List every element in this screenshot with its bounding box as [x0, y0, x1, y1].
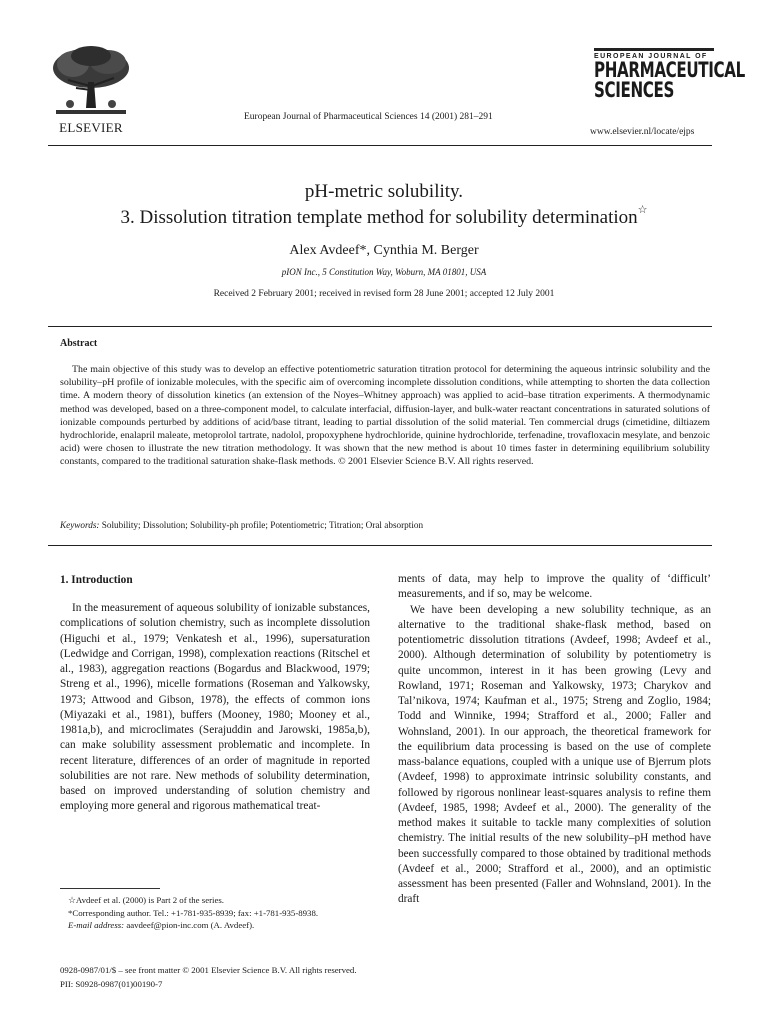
title-line-2	[0, 204, 768, 229]
journal-header	[0, 0, 768, 150]
title-line-1: pH-metric solubility.	[304, 181, 464, 202]
title-star-icon: ☆	[637, 204, 648, 216]
footnote-series-text: Avdeef et al. (2000) is Part 2 of the series.	[75, 895, 225, 905]
header-divider	[48, 145, 712, 146]
footnote-corresponding: *Corresponding author. Tel.: +1-781-935-8939; fax: +1-781-935-8938.	[68, 907, 319, 918]
journal-logo-line1: PHARMACEUTICAL	[594, 58, 745, 82]
email-label: E-mail address:	[68, 920, 125, 931]
page-footer	[60, 963, 357, 991]
keywords-label: Keywords:	[60, 520, 100, 530]
authors: Alex Avdeef*, Cynthia M. Berger	[289, 243, 479, 258]
journal-logo-top: EUROPEAN JOURNAL OF	[594, 48, 714, 60]
footnote-divider	[60, 888, 160, 889]
abstract-text: The main objective of this study was to develop an effective potentiometric saturation titration protocol for determining the aqueous intrinsic solubility and the solubility–pH profile of ionizable molecules, with the specific aim of overcoming incomplete dissolution conditions, while attempting to shorten the data collection time. A modern theory of dissolution kinetics (an extension of the Noyes–Whitney approach) was applied to acid–base titration experiments. A thermodynamic method was developed, based on a three-component model, to calculate interfacial, diffusion-layer, and bulk-water reactant concentrations in saturated solutions of ionizable compounds perturbed by additions of acid/base titrant, leading to partial dissolution of the solid material. Ten commercial drugs (cimetidine, diltiazem hydrochloride, enalapril maleate, metoprolol tartrate, nadolol, propoxyphene hydrochloride, quinine hydrochloride, terfenadine, trovafloxacin mesylate, and benzoic acid) were chosen to illustrate the new titration methodology. It was shown that the new method is about 10 times faster in determining equilibrium solubility constants, compared to the traditional saturation shake-flask methods. © 2001 Elsevier Science B.V. All rights reserved.	[60, 364, 710, 468]
footnote-star-icon: ☆	[68, 895, 76, 905]
right-paragraph-2: We have been developing a new solubility technique, as an alternative to the traditional shake-flask method, based on potentiometric dissolution titrations (Avdeef, 1998; Avdeef et al., 2000). Although determination of solubility by potentiometry is quite uncommon, interest in it has been growing (Levy and Rowland, 1971; Roseman and Yalkowsky, 1973; Charykov and Tal’nikova, 1974; Kaufman et al., 1975; Streng and Zoglio, 1984; Todd and Winnike, 1994; Strafford et al., 2000; Faller and Wohnsland, 2001). In our approach, the theoretical framework for the equilibrium data processing is based on the use of complete mass-balance equations, coupled with a unique use of Bjerrum plots (Avdeef, 1998) to approximate intrinsic solubility constants, and followed by rigorous nonlinear least-squares analysis to refine them (Avdeef, 1985, 1998; Avdeef et al., 2000). The generality of the method makes it suitable to tackle many complexities of solution chemistry. The initial results of the new solubility–pH method have been successfully compared to those obtained by traditional methods (Avdeef et al., 2000; Strafford et al., 2000), and an optimistic assessment has been presented (Faller and Wohnsland, 2001). In the draft	[398, 603, 711, 906]
keywords-list: Solubility; Dissolution; Solubility-ph profile; Potentiometric; Titration; Oral absorption	[101, 520, 424, 530]
intro-paragraph: In the measurement of aqueous solubility of ionizable substances, complications of solution chemistry, such as incomplete dissolution (Higuchi et al., 1979; Venkatesh et al., 1996), supersaturation (Ledwidge and Corrigan, 1998), complexation reactions (Ritschel et al., 1983), aggregation reactions (Bogardus and Blackwood, 1979; Streng et al., 1996), micelle formations (Roseman and Yalkowsky, 1973; Attwood and Gibson, 1978), the effects of common ions (Miyazaki et al., 1981), buffers (Mooney, 1980; Mooney et al., 1981a,b), and microclimates (Serajuddin and Jarowski, 1985a,b), can make solubility assessment problematic and incomplete. In recent literature, differences of an order of magnitude in reported solubilities are not rare. New methods of solubility determination, based on improved understanding of solution chemistry and employing more general and rigorous mathematical treat-	[60, 602, 370, 813]
publisher-name: ELSEVIER	[59, 120, 123, 135]
journal-logo-line2: SCIENCES	[594, 78, 675, 102]
received-dates: Received 2 February 2001; received in revised form 28 June 2001; accepted 12 July 2001	[213, 289, 555, 299]
keywords	[60, 520, 423, 530]
title-text: 3. Dissolution titration template method for solubility determination	[120, 207, 638, 228]
title-divider	[48, 326, 712, 327]
email-address[interactable]: aavdeef@pion-inc.com (A. Avdeef).	[126, 920, 255, 931]
journal-citation: European Journal of Pharmaceutical Sciences 14 (2001) 281–291	[244, 112, 493, 122]
left-column	[60, 601, 370, 815]
abstract-heading: Abstract	[60, 338, 98, 349]
right-paragraph-1: ments of data, may help to improve the quality of ‘difficult’ measurements, and if so, may be welcome.	[398, 573, 711, 601]
elsevier-logo	[48, 44, 134, 136]
affiliation: pION Inc., 5 Constitution Way, Woburn, MA 01801, USA	[281, 267, 487, 277]
right-column	[398, 572, 711, 908]
footnote-email	[60, 919, 372, 932]
footnotes	[60, 894, 372, 932]
copyright-line: 0928-0987/01/$ – see front matter © 2001 Elsevier Science B.V. All rights reserved.	[60, 965, 357, 975]
pii-line: PII: S0928-0987(01)00190-7	[60, 979, 163, 989]
journal-url[interactable]: www.elsevier.nl/locate/ejps	[590, 127, 695, 137]
journal-logo	[594, 48, 745, 102]
section-heading: 1. Introduction	[60, 574, 133, 586]
abstract-divider	[48, 545, 712, 546]
footnote-series	[60, 894, 372, 907]
tree-logo-icon	[48, 44, 134, 118]
